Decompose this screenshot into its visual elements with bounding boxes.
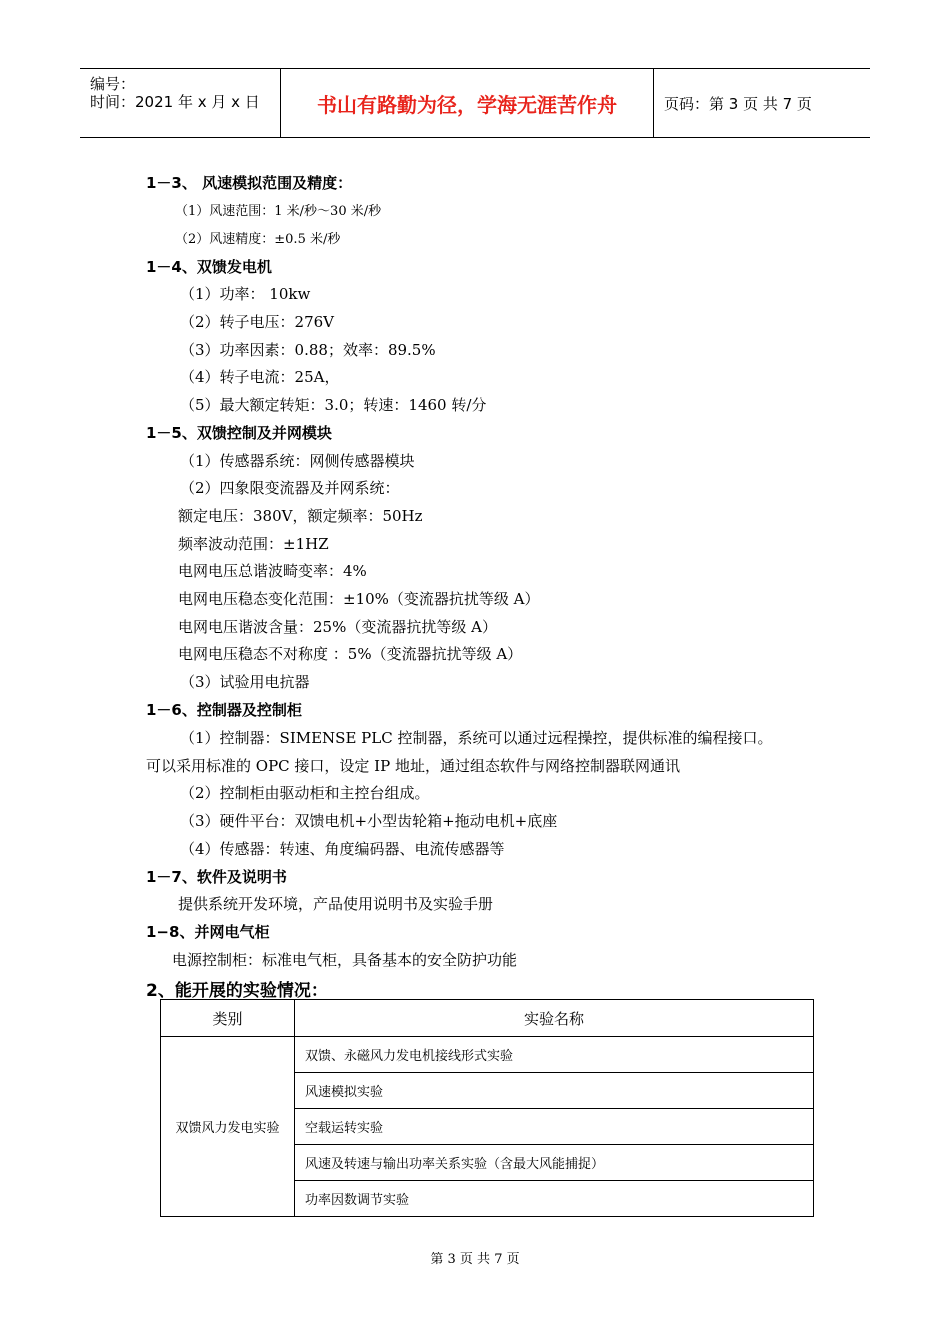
experiment-name-cell: 风速模拟实验 [295,1073,814,1109]
spec-line: （4）传感器：转速、角度编码器、电流传感器等 [180,840,505,858]
spec-line: 频率波动范围：±1HZ [178,535,329,553]
section-title: 1－5、双馈控制及并网模块 [146,424,332,442]
spec-line: 电网电压稳态不对称度 ：5%（变流器抗扰等级 A） [178,645,523,663]
section-title: 1−8、并网电气柜 [146,923,270,941]
section-title: 2、能开展的实验情况： [146,981,328,1001]
experiment-name-cell: 空载运转实验 [295,1109,814,1145]
header-meta-cell [80,69,281,137]
spec-line: （4）转子电流：25A， [180,368,340,386]
number-label: 编号： [90,75,136,93]
page-footer: 第 3 页 共 7 页 [430,1252,520,1267]
column-header-category: 类别 [161,1000,295,1037]
spec-line: （2）风速精度：±0.5 米/秒 [175,232,341,247]
spec-line: （2）控制柜由驱动柜和主控台组成。 [180,784,430,802]
spec-line: （1）风速范围：1 米/秒～30 米/秒 [175,204,382,219]
spec-line: （3）功率因素：0.88；效率：89.5% [180,341,436,359]
spec-line: 电网电压谐波含量：25%（变流器抗扰等级 A） [178,618,497,636]
spec-line: （3）试验用电抗器 [180,673,310,691]
column-header-name: 实验名称 [295,1000,814,1037]
experiment-table [160,999,814,1217]
header-page-label: 页码：第 3 页 共 7 页 [664,95,812,113]
page-header [80,68,870,138]
table-row [161,1037,814,1073]
spec-line: 提供系统开发环境，产品使用说明书及实验手册 [178,895,494,913]
spec-line: （2）四象限变流器及并网系统： [180,479,400,497]
spec-line: 可以采用标准的 OPC 接口，设定 IP 地址，通过组态软件与网络控制器联网通讯 [146,757,680,775]
spec-line: （2）转子电压：276V [180,313,335,331]
experiment-name-cell: 风速及转速与输出功率关系实验（含最大风能捕捉） [295,1145,814,1181]
experiment-name-cell: 功率因数调节实验 [295,1181,814,1217]
table-header-row [161,1000,814,1037]
spec-line: 电网电压总谐波畸变率：4% [178,562,367,580]
experiment-name-cell: 双馈、永磁风力发电机接线形式实验 [295,1037,814,1073]
spec-line: （1）传感器系统：网侧传感器模块 [180,452,415,470]
section-title: 1－4、双馈发电机 [146,258,272,276]
section-title: 1－6、控制器及控制柜 [146,701,302,719]
category-cell: 双馈风力发电实验 [161,1037,295,1217]
spec-line: （3）硬件平台：双馈电机+小型齿轮箱+拖动电机+底座 [180,812,558,830]
spec-line: 电网电压稳态变化范围：±10%（变流器抗扰等级 A） [178,590,540,608]
date-label: 时间：2021 年 x 月 x 日 [90,93,260,111]
spec-line: （1）控制器：SIMENSE PLC 控制器，系统可以通过远程操控，提供标准的编程接口。 [180,729,773,747]
section-title: 1－3、 风速模拟范围及精度： [146,174,353,192]
spec-line: （5）最大额定转矩：3.0；转速：1460 转/分 [180,396,487,414]
section-title: 1－7、软件及说明书 [146,868,287,886]
spec-line: 电源控制柜：标准电气柜，具备基本的安全防护功能 [172,951,518,969]
spec-line: 额定电压：380V，额定频率：50Hz [178,507,423,525]
header-motto: 书山有路勤为径，学海无涯苦作舟 [281,69,654,137]
spec-line: （1）功率： 10kw [180,285,311,303]
